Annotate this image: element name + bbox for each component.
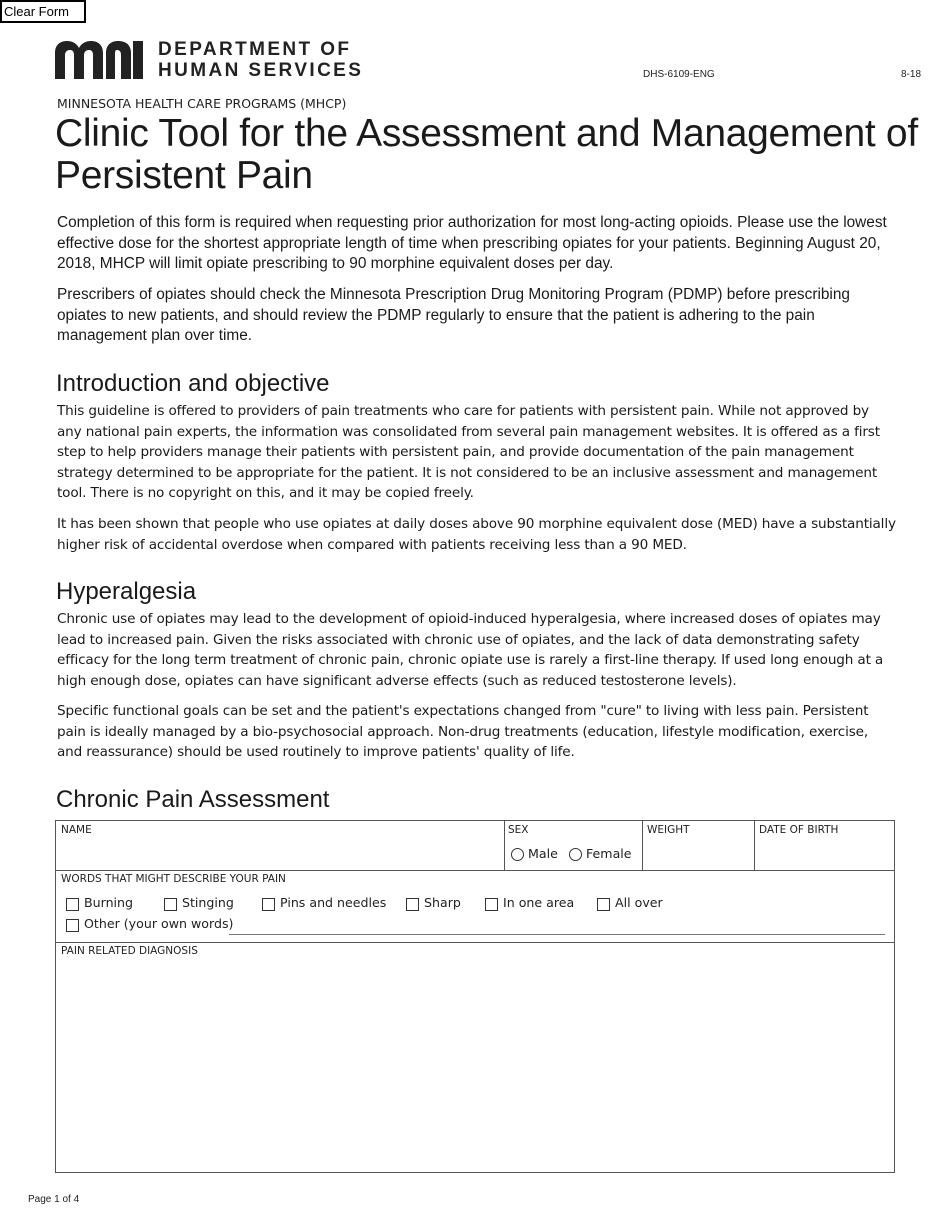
form-number: DHS-6109-ENG — [643, 69, 715, 80]
page-title: Clinic Tool for the Assessment and Management of Persistent Pain — [55, 112, 918, 197]
stinging-checkbox[interactable] — [164, 898, 177, 911]
pain-words-label: WORDS THAT MIGHT DESCRIBE YOUR PAIN — [61, 873, 286, 885]
all-over-checkbox[interactable] — [597, 898, 610, 911]
intro-paragraph-1: Completion of this form is required when requesting prior authorization for most long-acting opioids. Please use the lowest effective dose for the shortest appropriate length of time when prescribing opiates for your patients. Beginning August 20, 2018, MHCP will limit opiate prescribing to 90 morphine equivalent doses per day. — [57, 214, 887, 272]
sharp-checkbox[interactable] — [406, 898, 419, 911]
hyperalgesia-paragraph-2: Specific functional goals can be set and the patient's expectations changed from "cure" to living with less pain. Persistent pain is ideally managed by a bio-psychosocial approach. Non-drug treatments (education, lifestyle modification, exercise, and reassurance) should be used routinely to improve patients' quality of life. — [57, 703, 869, 760]
introduction-paragraph-2: It has been shown that people who use opiates at daily doses above 90 morphine equivalent dose (MED) have a substantially higher risk of accidental overdose when compared with patients receiving less than a 90 MED. — [57, 516, 896, 553]
burning-checkbox[interactable] — [66, 898, 79, 911]
dhs-logo-text: DEPARTMENT OF HUMAN SERVICES — [158, 39, 364, 81]
divider — [56, 942, 894, 943]
other-text-field[interactable] — [229, 934, 885, 935]
sex-female-label: Female — [586, 846, 632, 861]
introduction-heading: Introduction and objective — [56, 370, 330, 397]
pins-and-needles-checkbox[interactable] — [262, 898, 275, 911]
sex-male-radio[interactable] — [511, 848, 524, 861]
other-checkbox[interactable] — [66, 919, 79, 932]
sex-label: SEX — [508, 824, 529, 836]
weight-field[interactable] — [643, 837, 753, 869]
stinging-label: Stinging — [182, 895, 234, 910]
all-over-label: All over — [615, 895, 663, 910]
sharp-label: Sharp — [424, 895, 461, 910]
pins-and-needles-label: Pins and needles — [280, 895, 387, 910]
burning-label: Burning — [84, 895, 134, 910]
diagnosis-label: PAIN RELATED DIAGNOSIS — [61, 945, 198, 957]
diagnosis-field[interactable] — [57, 959, 893, 1171]
sex-female-radio[interactable] — [569, 848, 582, 861]
in-one-area-label: In one area — [503, 895, 575, 910]
pain-assessment-form — [55, 820, 895, 1173]
dob-field[interactable] — [755, 837, 893, 869]
intro-paragraph-2: Prescribers of opiates should check the Minnesota Prescription Drug Monitoring Program (PDMP) before prescribing opiates to new patients, and should review the PDMP regularly to ensure that the patient is adhering to the pain management plan over time. — [57, 286, 850, 344]
revision-date: 8-18 — [901, 69, 922, 80]
clear-form-button[interactable]: Clear Form — [0, 0, 86, 23]
divider — [56, 870, 894, 871]
divider — [504, 821, 505, 870]
sex-male-label: Male — [528, 846, 558, 861]
weight-label: WEIGHT — [647, 824, 690, 836]
assessment-heading: Chronic Pain Assessment — [56, 786, 330, 813]
other-label: Other (your own words) — [84, 916, 234, 931]
dob-label: DATE OF BIRTH — [759, 824, 839, 836]
introduction-paragraph-1: This guideline is offered to providers of pain treatments who care for patients with persistent pain. While not approved by any national pain experts, the information was consolidated from several pain management websites. It is offered as a first step to help providers manage their patients with persistent pain, and provide documentation of the pain management strategy determined to be appropriate for the patient. It is not considered to be an inclusive assessment and management tool. There is no copyright on this, and it may be copied freely. — [57, 403, 880, 501]
page-number: Page 1 of 4 — [28, 1194, 80, 1205]
name-field[interactable] — [57, 837, 503, 869]
mn-logo-icon — [55, 39, 145, 81]
hyperalgesia-heading: Hyperalgesia — [56, 578, 197, 605]
in-one-area-checkbox[interactable] — [485, 898, 498, 911]
dhs-logo — [55, 39, 375, 81]
program-name: MINNESOTA HEALTH CARE PROGRAMS (MHCP) — [57, 96, 347, 111]
hyperalgesia-paragraph-1: Chronic use of opiates may lead to the development of opioid-induced hyperalgesia, where increased doses of opiates may lead to increased pain. Given the risks associated with chronic use of opiates, and the lack of data demonstrating safety efficacy for the long term treatment of chronic pain, chronic opiate use is rarely a first-line therapy. If used long enough at a high enough dose, opiates can have significant adverse effects (such as reduced testosterone levels). — [57, 611, 884, 689]
name-label: NAME — [61, 824, 92, 836]
